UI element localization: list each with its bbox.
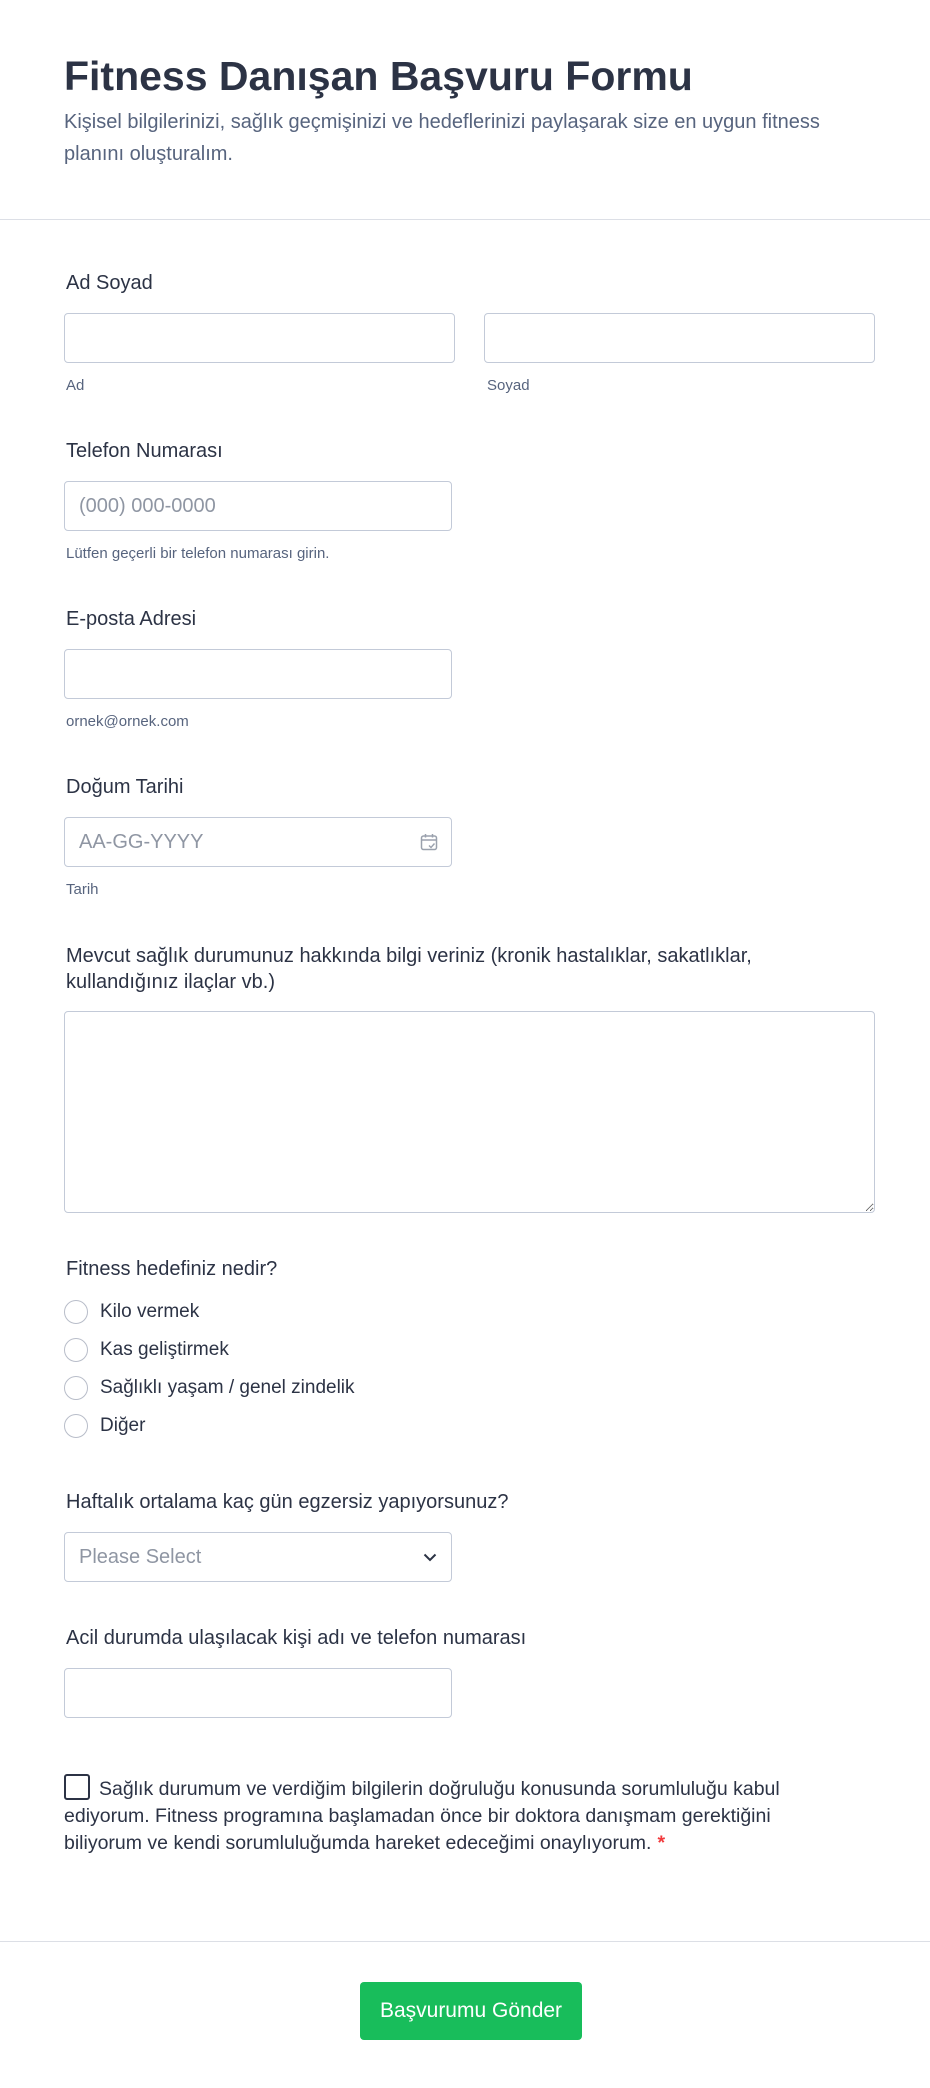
first-name-input[interactable] bbox=[64, 313, 455, 363]
radio-label: Sağlıklı yaşam / genel zindelik bbox=[100, 1377, 355, 1398]
phone-sublabel: Lütfen geçerli bir telefon numarası girin. bbox=[66, 545, 330, 562]
goal-option-kas-gelistirmek[interactable] bbox=[64, 1336, 229, 1364]
radio-button[interactable] bbox=[64, 1300, 88, 1324]
consent-text: Sağlık durumum ve verdiğim bilgilerin doğruluğu konusunda sorumluluğu kabul ediyorum. Fitness programına başlamadan önce bir doktora danışmam gerektiğini biliyorum ve kendi sorumluluğumda hareket edeceğimi onaylıyorum. bbox=[64, 1778, 780, 1854]
email-input[interactable] bbox=[64, 649, 452, 699]
goal-option-diger[interactable] bbox=[64, 1412, 145, 1440]
radio-button[interactable] bbox=[64, 1376, 88, 1400]
radio-label: Diğer bbox=[100, 1415, 146, 1436]
consent-block bbox=[64, 1774, 804, 1857]
select-value: Please Select bbox=[79, 1545, 202, 1568]
birthdate-input[interactable] bbox=[64, 817, 452, 867]
email-sublabel: ornek@ornek.com bbox=[66, 713, 189, 730]
birthdate-sublabel: Tarih bbox=[66, 881, 99, 898]
radio-label: Kas geliştirmek bbox=[100, 1339, 229, 1360]
goal-option-kilo-vermek[interactable] bbox=[64, 1298, 199, 1326]
name-label: Ad Soyad bbox=[66, 272, 153, 294]
goal-option-saglikli-yasam[interactable] bbox=[64, 1374, 355, 1402]
goal-label: Fitness hedefiniz nedir? bbox=[66, 1258, 278, 1280]
form-header bbox=[0, 0, 930, 168]
footer-divider bbox=[0, 1941, 930, 1942]
submit-button[interactable]: Başvurumu Gönder bbox=[360, 1982, 582, 2040]
first-name-sublabel: Ad bbox=[66, 377, 85, 394]
last-name-input[interactable] bbox=[484, 313, 875, 363]
required-mark: * bbox=[657, 1832, 666, 1854]
emergency-contact-input[interactable] bbox=[64, 1668, 452, 1718]
phone-input[interactable] bbox=[64, 481, 452, 531]
chevron-down-icon bbox=[423, 1553, 437, 1562]
radio-label: Kilo vermek bbox=[100, 1301, 200, 1322]
weekly-days-select[interactable] bbox=[64, 1532, 452, 1582]
page-subtitle: Kişisel bilgilerinizi, sağlık geçmişinizi ve hedeflerinizi paylaşarak size en uygun fitness planını oluşturalım. bbox=[64, 111, 820, 165]
phone-label: Telefon Numarası bbox=[66, 440, 223, 462]
emergency-label: Acil durumda ulaşılacak kişi adı ve telefon numarası bbox=[66, 1627, 527, 1649]
email-label: E-posta Adresi bbox=[66, 608, 197, 630]
health-textarea[interactable] bbox=[64, 1011, 875, 1213]
birthdate-label: Doğum Tarihi bbox=[66, 776, 184, 798]
radio-button[interactable] bbox=[64, 1338, 88, 1362]
header-divider bbox=[0, 219, 930, 220]
health-label: Mevcut sağlık durumunuz hakkında bilgi veriniz (kronik hastalıklar, sakatlıklar, kullandığınız ilaçlar vb.) bbox=[66, 945, 752, 993]
weekly-days-label: Haftalık ortalama kaç gün egzersiz yapıyorsunuz? bbox=[66, 1491, 509, 1513]
radio-button[interactable] bbox=[64, 1414, 88, 1438]
page-title: Fitness Danışan Başvuru Formu bbox=[64, 53, 693, 99]
last-name-sublabel: Soyad bbox=[487, 377, 530, 394]
consent-checkbox[interactable] bbox=[64, 1774, 90, 1800]
calendar-icon[interactable] bbox=[420, 833, 438, 851]
